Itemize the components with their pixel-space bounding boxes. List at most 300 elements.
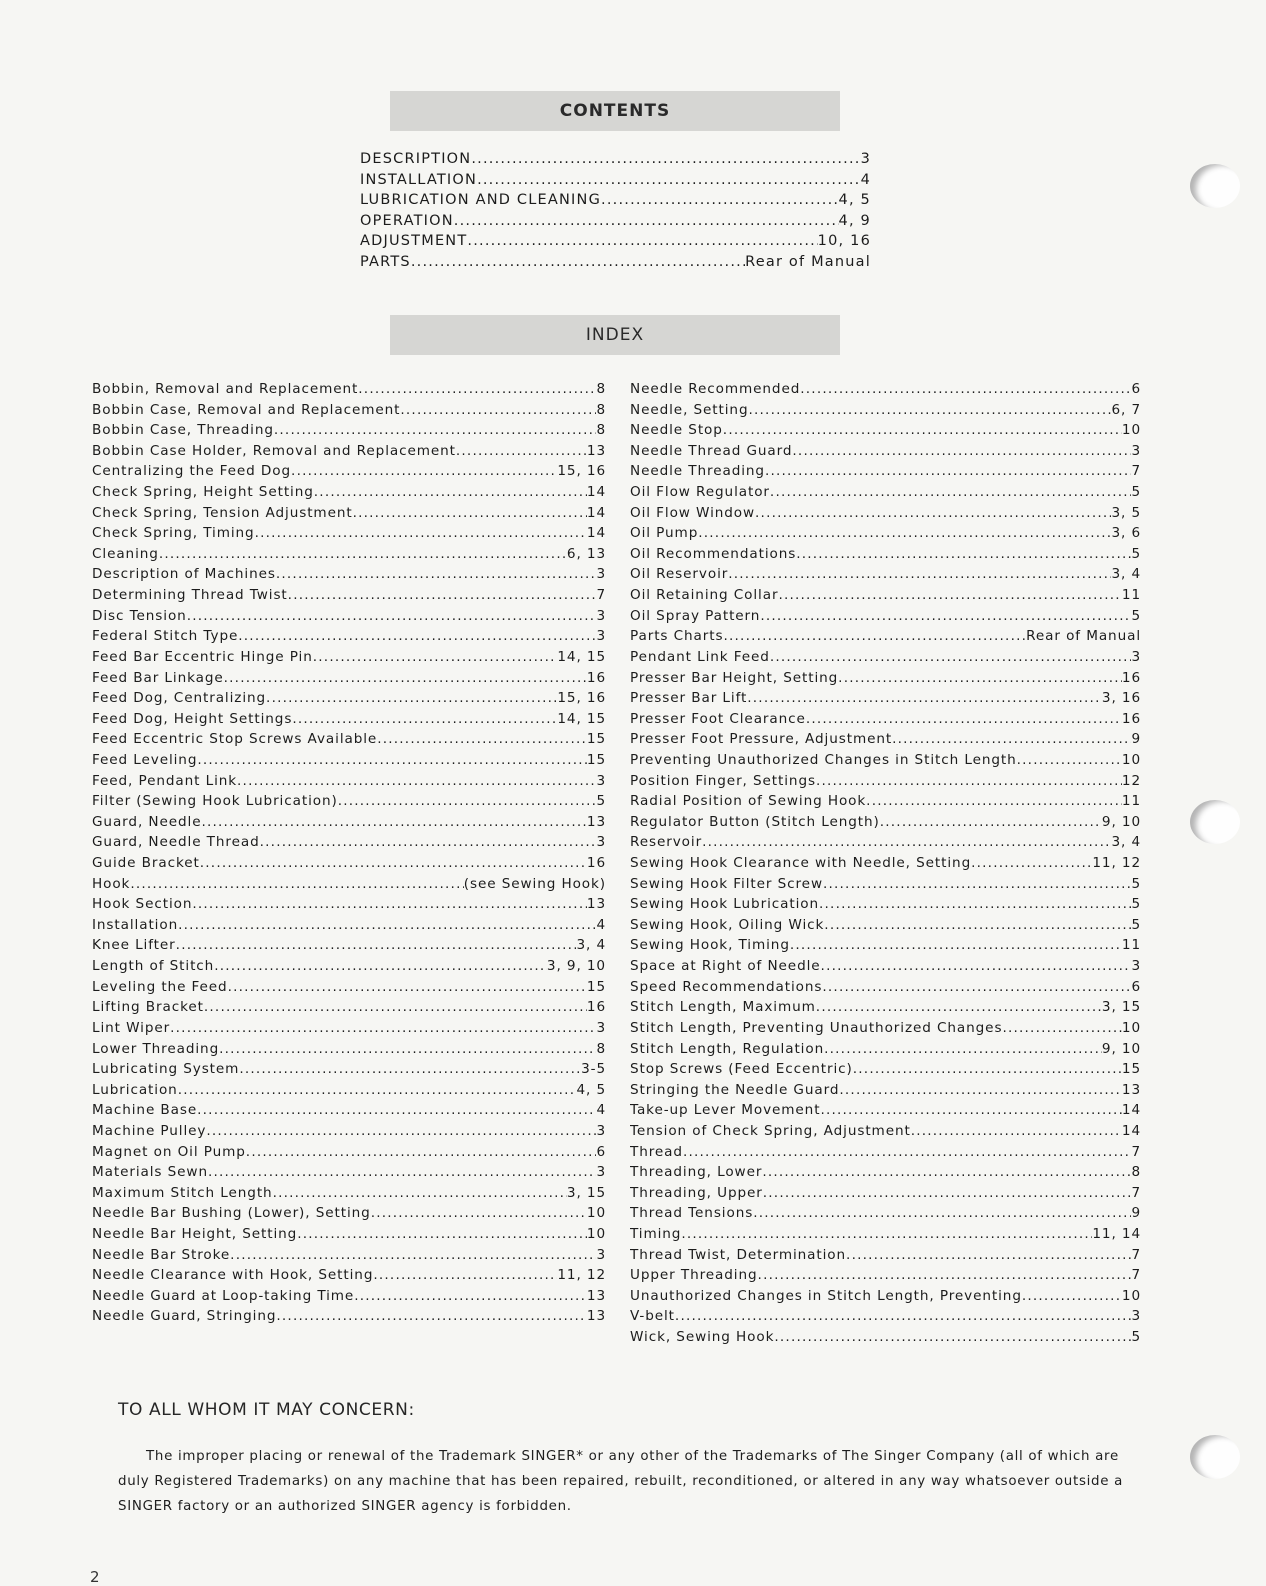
index-entry xyxy=(92,814,606,835)
index-entry xyxy=(92,1185,606,1206)
dot-leader xyxy=(159,546,567,562)
entry-page: 5 xyxy=(1131,1329,1141,1346)
dot-leader xyxy=(314,484,587,500)
entry-label: Presser Foot Clearance xyxy=(630,710,806,727)
dot-leader xyxy=(698,525,1111,541)
entry-label: Needle Thread Guard xyxy=(630,442,793,459)
entry-page: 13 xyxy=(586,896,606,913)
entry-label: Speed Recommendations xyxy=(630,978,823,995)
entry-page: 3, 4 xyxy=(1111,566,1141,583)
index-entry xyxy=(630,463,1141,484)
dot-leader xyxy=(130,876,463,892)
entry-label: Maximum Stitch Length xyxy=(92,1184,273,1201)
dot-leader xyxy=(702,834,1111,850)
index-entry xyxy=(92,587,606,608)
entry-page: 3 xyxy=(1131,1308,1141,1325)
entry-page: 9, 10 xyxy=(1101,1040,1141,1057)
dot-leader xyxy=(176,937,577,953)
dot-leader xyxy=(822,979,1131,995)
index-column-right xyxy=(630,381,1141,1350)
entry-label: Sewing Hook Clearance with Needle, Setting xyxy=(630,855,972,872)
entry-page: 7 xyxy=(596,587,606,604)
dot-leader xyxy=(770,484,1132,500)
dot-leader xyxy=(821,958,1132,974)
entry-page: 14 xyxy=(586,504,606,521)
entry-label: Machine Base xyxy=(92,1102,198,1119)
entry-label: Threading, Lower xyxy=(630,1164,763,1181)
index-entry xyxy=(92,793,606,814)
index-entry xyxy=(630,628,1141,649)
entry-label: Hook xyxy=(92,875,131,892)
entry-label: Guide Bracket xyxy=(92,855,200,872)
entry-page: 5 xyxy=(1131,916,1141,933)
index-entry xyxy=(630,731,1141,752)
entry-page: 14 xyxy=(1121,1122,1141,1139)
index-entry xyxy=(630,979,1141,1000)
entry-page: 3 xyxy=(1131,648,1141,665)
entry-page: 15 xyxy=(586,978,606,995)
index-entry xyxy=(92,1267,606,1288)
entry-page: 3, 16 xyxy=(1101,690,1141,707)
dot-leader xyxy=(208,1164,596,1180)
index-entry xyxy=(92,1247,606,1268)
entry-page: 11 xyxy=(1121,937,1141,954)
dot-leader xyxy=(1022,1288,1122,1304)
entry-page: 4, 9 xyxy=(838,212,871,229)
entry-page: 11 xyxy=(1121,793,1141,810)
entry-label: Unauthorized Changes in Stitch Length, Preventing xyxy=(630,1287,1022,1304)
contents-heading xyxy=(390,91,840,131)
entry-label: Needle Bar Stroke xyxy=(92,1246,231,1263)
index-entry xyxy=(630,443,1141,464)
dot-leader xyxy=(373,1267,557,1283)
entry-page: 6, 7 xyxy=(1111,401,1141,418)
dot-leader xyxy=(846,1247,1131,1263)
entry-label: Length of Stitch xyxy=(92,958,215,975)
entry-label: V-belt xyxy=(630,1308,675,1325)
dot-leader xyxy=(276,566,597,582)
entry-page: 9 xyxy=(1131,1205,1141,1222)
entry-label: Lifting Bracket xyxy=(92,999,204,1016)
dot-leader xyxy=(839,1082,1122,1098)
dot-leader xyxy=(178,917,596,933)
entry-page: 3 xyxy=(1131,442,1141,459)
index-entry xyxy=(630,937,1141,958)
dot-leader xyxy=(763,1185,1132,1201)
entry-page: 3 xyxy=(596,1164,606,1181)
entry-label: Feed Bar Eccentric Hinge Pin xyxy=(92,648,313,665)
entry-label: Needle Guard at Loop-taking Time xyxy=(92,1287,355,1304)
dot-leader xyxy=(276,1308,587,1324)
contents-entry xyxy=(360,254,871,275)
entry-page: 5 xyxy=(1131,545,1141,562)
contents-entry xyxy=(360,151,871,172)
index-entry xyxy=(630,1102,1141,1123)
index-entry xyxy=(630,1144,1141,1165)
entry-page: 11, 12 xyxy=(557,1267,606,1284)
dot-leader xyxy=(774,1329,1131,1345)
entry-label: Threading, Upper xyxy=(630,1184,763,1201)
entry-label: Oil Flow Regulator xyxy=(630,484,770,501)
index-entry xyxy=(92,917,606,938)
entry-label: PARTS xyxy=(360,253,411,270)
entry-page: 8 xyxy=(596,401,606,418)
entry-label: Oil Reservoir xyxy=(630,566,729,583)
contents-entry xyxy=(360,172,871,193)
dot-leader xyxy=(237,773,596,789)
index-entry xyxy=(630,670,1141,691)
entry-page: 14 xyxy=(586,525,606,542)
dot-leader xyxy=(291,463,557,479)
index-entry xyxy=(630,855,1141,876)
entry-label: Oil Recommendations xyxy=(630,545,797,562)
dot-leader xyxy=(273,1185,567,1201)
index-entry xyxy=(92,773,606,794)
index-entry xyxy=(92,1205,606,1226)
contents-entry xyxy=(360,213,871,234)
entry-page: 8 xyxy=(1131,1164,1141,1181)
entry-label: DESCRIPTION xyxy=(360,151,472,167)
entry-page: 13 xyxy=(586,442,606,459)
dot-leader xyxy=(246,1144,597,1160)
dot-leader xyxy=(755,505,1111,521)
dot-leader xyxy=(197,752,587,768)
entry-page: 11, 14 xyxy=(1092,1225,1141,1242)
entry-page: 3, 15 xyxy=(1101,999,1141,1016)
index-entry xyxy=(630,1308,1141,1329)
entry-label: Regulator Button (Stitch Length) xyxy=(630,813,880,830)
index-entry xyxy=(92,999,606,1020)
dot-leader xyxy=(824,1041,1102,1057)
entry-page: 10 xyxy=(1121,1287,1141,1304)
index-entry xyxy=(92,1041,606,1062)
index-entry xyxy=(92,1288,606,1309)
entry-page: 3, 15 xyxy=(566,1184,606,1201)
entry-page: 3 xyxy=(596,1246,606,1263)
index-entry xyxy=(630,1164,1141,1185)
index-entry xyxy=(92,649,606,670)
entry-label: Feed Bar Linkage xyxy=(92,669,224,686)
index-entry xyxy=(630,505,1141,526)
entry-label: Upper Threading xyxy=(630,1267,758,1284)
entry-page: 8 xyxy=(596,381,606,397)
entry-page: 3, 9, 10 xyxy=(546,958,606,975)
dot-leader xyxy=(238,628,596,644)
dot-leader xyxy=(411,254,745,270)
index-entry xyxy=(92,896,606,917)
entry-label: Stitch Length, Maximum xyxy=(630,999,816,1016)
dot-leader xyxy=(681,1226,1092,1242)
entry-label: Tension of Check Spring, Adjustment xyxy=(630,1122,911,1139)
index-entry xyxy=(630,402,1141,423)
index-entry xyxy=(92,463,606,484)
entry-label: Wick, Sewing Hook xyxy=(630,1329,775,1346)
entry-label: Installation xyxy=(92,916,179,933)
entry-page: 7 xyxy=(1131,1184,1141,1201)
entry-label: Hook Section xyxy=(92,896,193,913)
entry-label: Determining Thread Twist xyxy=(92,587,288,604)
index-title: INDEX xyxy=(585,325,645,345)
index-entry xyxy=(92,670,606,691)
dot-leader xyxy=(723,422,1122,438)
entry-label: Take-up Lever Movement xyxy=(630,1102,821,1119)
entry-label: Check Spring, Height Setting xyxy=(92,484,314,501)
entry-label: Stitch Length, Regulation xyxy=(630,1040,825,1057)
index-entry xyxy=(92,1020,606,1041)
index-entry xyxy=(92,566,606,587)
entry-page: 7 xyxy=(1131,1246,1141,1263)
entry-page: 4, 5 xyxy=(838,192,871,209)
entry-label: Pendant Link Feed xyxy=(630,648,770,665)
entry-label: Stop Screws (Feed Eccentric) xyxy=(630,1061,853,1078)
dot-leader xyxy=(224,670,587,686)
dot-leader xyxy=(806,711,1122,727)
index-entry xyxy=(92,608,606,629)
entry-label: Stringing the Needle Guard xyxy=(630,1081,840,1098)
dot-leader xyxy=(747,690,1102,706)
entry-page: 10 xyxy=(586,1225,606,1242)
index-entry xyxy=(630,1185,1141,1206)
index-entry xyxy=(92,1123,606,1144)
dot-leader xyxy=(762,1164,1131,1180)
entry-page: 13 xyxy=(586,1308,606,1325)
dot-leader xyxy=(200,855,587,871)
dot-leader xyxy=(790,937,1122,953)
index-entry xyxy=(92,422,606,443)
index-entry xyxy=(630,1267,1141,1288)
dot-leader xyxy=(400,402,596,418)
entry-label: Needle Guard, Stringing xyxy=(92,1308,277,1325)
page-number: 2 xyxy=(90,1568,100,1586)
entry-label: Feed, Pendant Link xyxy=(92,772,238,789)
index-heading xyxy=(390,315,840,355)
index-entry xyxy=(630,793,1141,814)
dot-leader xyxy=(753,1205,1131,1221)
entry-page: 3-5 xyxy=(581,1061,606,1078)
entry-label: Needle Bar Height, Setting xyxy=(92,1225,298,1242)
contents-entry xyxy=(360,233,871,254)
entry-label: Lower Threading xyxy=(92,1040,220,1057)
index-entry xyxy=(630,649,1141,670)
entry-page: 12 xyxy=(1121,772,1141,789)
entry-page: 5 xyxy=(596,793,606,810)
entry-label: Preventing Unauthorized Changes in Stitch Length xyxy=(630,751,1017,768)
entry-label: Reservoir xyxy=(630,834,703,851)
index-entry xyxy=(92,484,606,505)
entry-label: Thread Tensions xyxy=(630,1205,754,1222)
entry-page: 6 xyxy=(1131,978,1141,995)
index-entry xyxy=(630,566,1141,587)
entry-page: 3 xyxy=(596,772,606,789)
index-entry xyxy=(630,814,1141,835)
dot-leader xyxy=(880,814,1102,830)
notice-heading: TO ALL WHOM IT MAY CONCERN: xyxy=(118,1400,415,1420)
entry-label: ADJUSTMENT xyxy=(360,233,468,250)
dot-leader xyxy=(911,1123,1122,1139)
notice-text: The improper placing or renewal of the Trademark SINGER* or any other of the Trademarks of The Singer Company (all of which are duly Registered Trademarks) on any machine that has been repaired, rebuilt, reconditioned, or altered in any way whatsoever outside a SINGER factory or an authorized SINGER agency is forbidden. xyxy=(118,1449,1124,1514)
entry-label: Sewing Hook Lubrication xyxy=(630,896,819,913)
entry-label: Cleaning xyxy=(92,545,159,562)
index-entry xyxy=(630,999,1141,1020)
dot-leader xyxy=(214,958,547,974)
entry-page: 3 xyxy=(596,607,606,624)
dot-leader xyxy=(201,814,586,830)
index-entry xyxy=(92,690,606,711)
dot-leader xyxy=(178,1082,577,1098)
entry-label: Sewing Hook, Timing xyxy=(630,937,790,954)
dot-leader xyxy=(170,1020,596,1036)
binder-hole-middle xyxy=(1190,800,1240,844)
dot-leader xyxy=(338,793,597,809)
entry-page: 16 xyxy=(1121,710,1141,727)
entry-label: Bobbin, Removal and Replacement xyxy=(92,381,359,397)
entry-page: 5 xyxy=(1131,896,1141,913)
entry-page: 10, 16 xyxy=(817,233,871,250)
entry-label: Leveling the Feed xyxy=(92,978,228,995)
entry-label: Oil Spray Pattern xyxy=(630,607,761,624)
dot-leader xyxy=(255,525,587,541)
entry-page: 6, 13 xyxy=(566,545,606,562)
index-entry xyxy=(630,1226,1141,1247)
dot-leader xyxy=(778,587,1121,603)
dot-leader xyxy=(354,1288,587,1304)
entry-page: 14 xyxy=(1121,1102,1141,1119)
dot-leader xyxy=(206,1123,596,1139)
dot-leader xyxy=(601,192,838,208)
index-entry xyxy=(630,546,1141,567)
dot-leader xyxy=(228,979,587,995)
index-entry xyxy=(92,979,606,1000)
entry-label: Sewing Hook, Oiling Wick xyxy=(630,916,825,933)
dot-leader xyxy=(796,546,1131,562)
index-entry xyxy=(630,484,1141,505)
entry-label: Oil Flow Window xyxy=(630,504,756,521)
entry-page: 3, 4 xyxy=(576,937,606,954)
index-entry xyxy=(630,587,1141,608)
dot-leader xyxy=(192,896,587,912)
entry-label: Thread xyxy=(630,1143,683,1160)
index-entry xyxy=(630,896,1141,917)
dot-leader xyxy=(266,690,557,706)
entry-page: 3, 5 xyxy=(1111,504,1141,521)
entry-page: 11 xyxy=(1121,587,1141,604)
index-entry xyxy=(630,958,1141,979)
index-entry xyxy=(92,402,606,423)
dot-leader xyxy=(297,1226,587,1242)
entry-page: 15, 16 xyxy=(557,463,606,480)
entry-page: 6 xyxy=(596,1143,606,1160)
entry-page: (see Sewing Hook) xyxy=(463,875,606,892)
dot-leader xyxy=(971,855,1092,871)
dot-leader xyxy=(358,381,596,397)
index-entry xyxy=(630,381,1141,402)
index-entry xyxy=(92,1082,606,1103)
entry-page: 3 xyxy=(860,151,871,167)
entry-label: Needle Stop xyxy=(630,422,723,439)
index-entry xyxy=(92,711,606,732)
index-entry xyxy=(92,443,606,464)
dot-leader xyxy=(800,381,1131,397)
entry-page: 4 xyxy=(596,1102,606,1119)
entry-page: 7 xyxy=(1131,1143,1141,1160)
entry-label: Knee Lifter xyxy=(92,937,176,954)
entry-page: 10 xyxy=(1121,422,1141,439)
entry-label: Feed Leveling xyxy=(92,751,198,768)
entry-label: Presser Foot Pressure, Adjustment xyxy=(630,731,893,748)
index-entry xyxy=(92,381,606,402)
dot-leader xyxy=(675,1308,1132,1324)
entry-page: 5 xyxy=(1131,875,1141,892)
entry-page: 7 xyxy=(1131,463,1141,480)
entry-page: 10 xyxy=(1121,1019,1141,1036)
entry-label: Oil Pump xyxy=(630,525,699,542)
entry-page: Rear of Manual xyxy=(745,253,871,270)
entry-label: Needle Recommended xyxy=(630,381,801,397)
dot-leader xyxy=(853,1061,1122,1077)
dot-leader xyxy=(288,587,597,603)
index-entry xyxy=(630,773,1141,794)
index-entry xyxy=(630,1061,1141,1082)
index-entry xyxy=(92,1061,606,1082)
entry-page: 5 xyxy=(1131,484,1141,501)
dot-leader xyxy=(816,999,1102,1015)
entry-label: Position Finger, Settings xyxy=(630,772,816,789)
dot-leader xyxy=(353,505,587,521)
index-entry xyxy=(630,1123,1141,1144)
entry-label: Materials Sewn xyxy=(92,1164,208,1181)
dot-leader xyxy=(377,731,587,747)
dot-leader xyxy=(820,1102,1121,1118)
entry-label: Stitch Length, Preventing Unauthorized Changes xyxy=(630,1019,1003,1036)
index-entry xyxy=(630,711,1141,732)
entry-label: Federal Stitch Type xyxy=(92,628,239,645)
entry-label: Timing xyxy=(630,1225,682,1242)
entry-label: Check Spring, Tension Adjustment xyxy=(92,504,353,521)
index-entry xyxy=(630,1329,1141,1350)
index-entry xyxy=(92,1144,606,1165)
index-entry xyxy=(92,855,606,876)
index-entry xyxy=(630,1205,1141,1226)
dot-leader xyxy=(792,443,1131,459)
entry-label: Needle, Setting xyxy=(630,401,749,418)
entry-page: 15, 16 xyxy=(557,690,606,707)
index-entry xyxy=(92,1308,606,1329)
entry-page: 7 xyxy=(1131,1267,1141,1284)
index-entry xyxy=(92,752,606,773)
contents-title: CONTENTS xyxy=(559,101,671,121)
entry-page: 3 xyxy=(596,628,606,645)
dot-leader xyxy=(292,711,557,727)
entry-label: Space at Right of Needle xyxy=(630,958,821,975)
contents-entry xyxy=(360,192,871,213)
entry-label: Magnet on Oil Pump xyxy=(92,1143,246,1160)
entry-label: Radial Position of Sewing Hook xyxy=(630,793,867,810)
index-entry xyxy=(630,876,1141,897)
entry-page: 3 xyxy=(596,566,606,583)
entry-label: Guard, Needle xyxy=(92,813,202,830)
index-column-left xyxy=(92,381,606,1329)
entry-label: Thread Twist, Determination xyxy=(630,1246,847,1263)
dot-leader xyxy=(728,566,1111,582)
entry-label: Feed Eccentric Stop Screws Available xyxy=(92,731,378,748)
entry-label: Guard, Needle Thread xyxy=(92,834,260,851)
entry-label: Feed Dog, Height Settings xyxy=(92,710,293,727)
index-entry xyxy=(92,525,606,546)
dot-leader xyxy=(770,649,1132,665)
entry-label: Machine Pulley xyxy=(92,1122,207,1139)
index-entry xyxy=(630,834,1141,855)
dot-leader xyxy=(892,731,1131,747)
